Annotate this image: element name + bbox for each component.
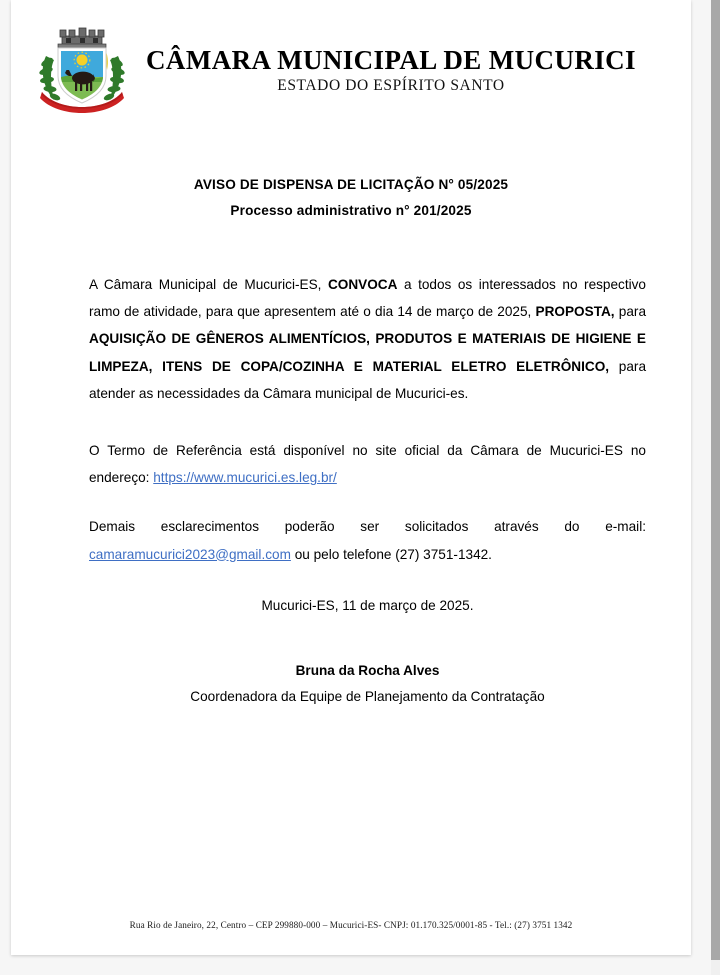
letterhead xyxy=(11,0,691,120)
letterhead-text xyxy=(146,45,676,95)
paragraph-gap-1 xyxy=(89,407,646,437)
contact-text-1: Demais esclarecimentos poderão ser solicitados através do e-mail: xyxy=(89,519,646,535)
convocation-object: AQUISIÇÃO DE GÊNEROS ALIMENTÍCIOS, PRODUTOS E MATERIAIS DE HIGIENE E LIMPEZA, ITENS DE COPA/COZINHA E MATERIAL ELETRO ELETRÔNICO, xyxy=(89,331,646,374)
convocation-text-2: a todos os interessados no respectivo ramo de atividade, para que apresentem até o dia 14 de março de 2025, xyxy=(89,277,646,320)
signatory-name: Bruna da Rocha Alves xyxy=(295,662,440,678)
paragraph-convocation xyxy=(89,271,646,407)
paragraph-gap-2 xyxy=(89,491,646,513)
footer-address: Rua Rio de Janeiro, 22, Centro – CEP 299880-000 – Mucurici-ES- CNPJ: 01.170.325/0001-85 - Tel.: (27) 3751 1342 xyxy=(129,920,573,930)
organization-state: ESTADO DO ESPÍRITO SANTO xyxy=(277,77,505,95)
signatory-role: Coordenadora da Equipe de Planejamento da Contratação xyxy=(190,688,545,704)
website-link[interactable]: https://www.mucurici.es.leg.br/ xyxy=(153,470,337,486)
document-body xyxy=(11,271,691,704)
coat-of-arms-icon xyxy=(36,20,128,120)
reference-term-text: O Termo de Referência está disponível no site oficial da Câmara de Mucurici-ES no endereço: xyxy=(89,442,646,486)
page-title: AVISO DE DISPENSA DE LICITAÇÃO N° 05/2025 xyxy=(193,177,509,192)
page-footer xyxy=(11,920,691,930)
convocation-text-3: para xyxy=(614,304,647,320)
signature-block xyxy=(89,663,646,704)
contact-text-2: ou pelo telefone (27) 3751-1342. xyxy=(290,546,492,562)
vertical-scrollbar-thumb[interactable] xyxy=(711,0,720,960)
convocation-keyword-proposta: PROPOSTA, xyxy=(535,304,615,320)
paragraph-reference-term xyxy=(89,437,646,491)
document-title-block xyxy=(11,177,691,218)
vertical-scrollbar-track[interactable] xyxy=(711,0,720,975)
place-and-date: Mucurici-ES, 11 de março de 2025. xyxy=(261,597,474,613)
page-subtitle: Processo administrativo n° 201/2025 xyxy=(230,203,472,218)
convocation-keyword-convoca: CONVOCA xyxy=(327,277,398,292)
organization-name: CÂMARA MUNICIPAL DE MUCURICI xyxy=(146,44,636,75)
convocation-text-4: para atender as necessidades da Câmara municipal de Mucurici-es. xyxy=(89,358,647,401)
convocation-text-1: A Câmara Municipal de Mucurici-ES, xyxy=(89,277,328,292)
document-page xyxy=(11,0,691,955)
email-link[interactable]: camaramucurici2023@gmail.com xyxy=(89,546,291,562)
paragraph-contact xyxy=(89,513,646,567)
